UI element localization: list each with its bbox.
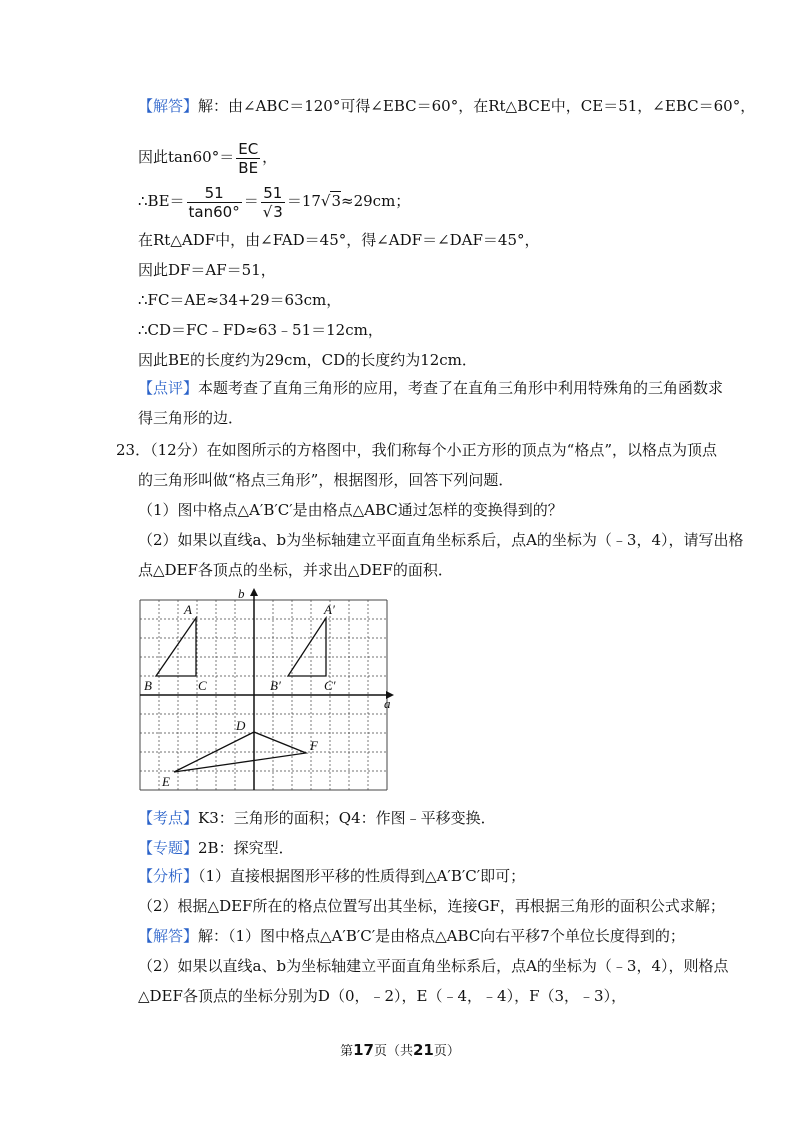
jieda-tag: 【解答】 xyxy=(138,927,199,945)
zhuanti-text: 2B：探究型． xyxy=(198,839,294,857)
sqrt-sign: √3 xyxy=(320,192,342,210)
answer-line-3: ∴FC＝AE≈34+29＝63cm， xyxy=(138,291,342,309)
label-F: F xyxy=(310,738,318,753)
jieda-line-1 xyxy=(138,926,685,946)
comment-tag: 【点评】 xyxy=(138,379,199,397)
label-C: C xyxy=(198,678,207,693)
label-D: D xyxy=(236,718,246,733)
answer-line-2: 因此DF＝AF＝51， xyxy=(138,261,276,279)
zhuanti-tag: 【专题】 xyxy=(138,839,199,857)
triangle-a1b1c1 xyxy=(288,618,326,676)
question-part2b: 点△DEF各顶点的坐标，并求出△DEF的面积． xyxy=(138,561,453,579)
be-line xyxy=(138,182,410,221)
fenxi-tag: 【分析】 xyxy=(138,867,199,885)
comment-line-2: 得三角形的边． xyxy=(138,409,244,427)
question-line-1: 23．（12分）在如图所示的方格图中，我们称每个小正方形的顶点为“格点”，以格点为顶点 xyxy=(116,441,718,459)
be-approx: ≈29cm； xyxy=(341,192,411,210)
jieda-text-1: 解：（1）图中格点△A′B′C′是由格点△ABC向右平移7个单位长度得到的； xyxy=(198,927,685,945)
page-number: 17 xyxy=(353,1041,374,1059)
axis-b-arrow xyxy=(250,588,258,596)
tan-prefix: 因此tan60°＝ xyxy=(138,148,235,166)
label-C1: C′ xyxy=(324,678,336,693)
jieda-line-3: △DEF各顶点的坐标分别为D（0，﹣2），E（﹣4，﹣4），F（3，﹣3）， xyxy=(138,987,627,1005)
tan-fraction xyxy=(236,140,260,177)
label-E: E xyxy=(162,774,170,789)
be-frac1-num: 51 xyxy=(187,184,242,203)
kaodian-line xyxy=(138,808,496,828)
question-line-2: 的三角形叫做“格点三角形”，根据图形，回答下列问题． xyxy=(138,471,514,489)
label-B1: B′ xyxy=(270,678,281,693)
page-footer: 第17页（共21页） xyxy=(340,1041,460,1059)
be-frac1-den: tan60° xyxy=(188,202,240,221)
be-frac2-den: √3 xyxy=(262,202,283,221)
comment-line-1 xyxy=(138,378,723,398)
fenxi-line-2: （2）根据△DEF所在的格点位置写出其坐标，连接GF，再根据三角形的面积公式求解； xyxy=(138,897,725,915)
tan-den: BE xyxy=(238,158,259,177)
question-part2a: （2）如果以直线a、b为坐标轴建立平面直角坐标系后，点A的坐标为（﹣3，4），请写出格 xyxy=(138,531,744,549)
answer-line-1: 在Rt△ADF中，由∠FAD＝45°，得∠ADF＝∠DAF＝45°， xyxy=(138,231,540,249)
fenxi-text-1: （1）直接根据图形平移的性质得到△A′B′C′即可； xyxy=(198,867,526,885)
answer-line-5: 因此BE的长度约为29cm，CD的长度约为12cm． xyxy=(138,351,477,369)
question-part1: （1）图中格点△A′B′C′是由格点△ABC通过怎样的变换得到的？ xyxy=(138,501,563,519)
be-frac1 xyxy=(187,184,242,221)
answer-line-4: ∴CD＝FC﹣FD≈63﹣51＝12cm， xyxy=(138,321,383,339)
tan-line xyxy=(138,138,277,177)
be-frac2-num: 51 xyxy=(261,184,285,203)
label-A1: A′ xyxy=(324,602,335,617)
be-result: ＝17 xyxy=(286,192,321,210)
label-axis-b: b xyxy=(238,586,245,601)
tan-suffix: ， xyxy=(262,148,278,166)
grid-figure xyxy=(138,586,408,796)
answer-line xyxy=(138,96,755,116)
label-B: B xyxy=(144,678,152,693)
comment-text-1: 本题考查了直角三角形的应用，考查了在直角三角形中利用特殊角的三角函数求 xyxy=(198,379,724,397)
fenxi-line-1 xyxy=(138,866,525,886)
kaodian-tag: 【考点】 xyxy=(138,809,199,827)
page-total: 21 xyxy=(413,1041,434,1059)
label-A: A xyxy=(184,602,192,617)
label-axis-a: a xyxy=(384,696,391,711)
tan-num: EC xyxy=(238,139,259,158)
answer-text: 解：由∠ABC＝120°可得∠EBC＝60°，在Rt△BCE中，CE＝51，∠EBC＝60°， xyxy=(198,97,756,115)
be-prefix: ∴BE＝ xyxy=(138,192,185,210)
sqrt-val: 3 xyxy=(331,192,342,210)
be-eq: ＝ xyxy=(243,192,259,210)
be-frac2 xyxy=(261,184,285,221)
jieda-line-2: （2）如果以直线a、b为坐标轴建立平面直角坐标系后，点A的坐标为（﹣3，4），则格点 xyxy=(138,957,729,975)
zhuanti-line xyxy=(138,838,294,858)
answer-tag: 【解答】 xyxy=(138,97,199,115)
triangle-abc xyxy=(156,618,196,676)
kaodian-text: K3：三角形的面积；Q4：作图﹣平移变换． xyxy=(198,809,496,827)
